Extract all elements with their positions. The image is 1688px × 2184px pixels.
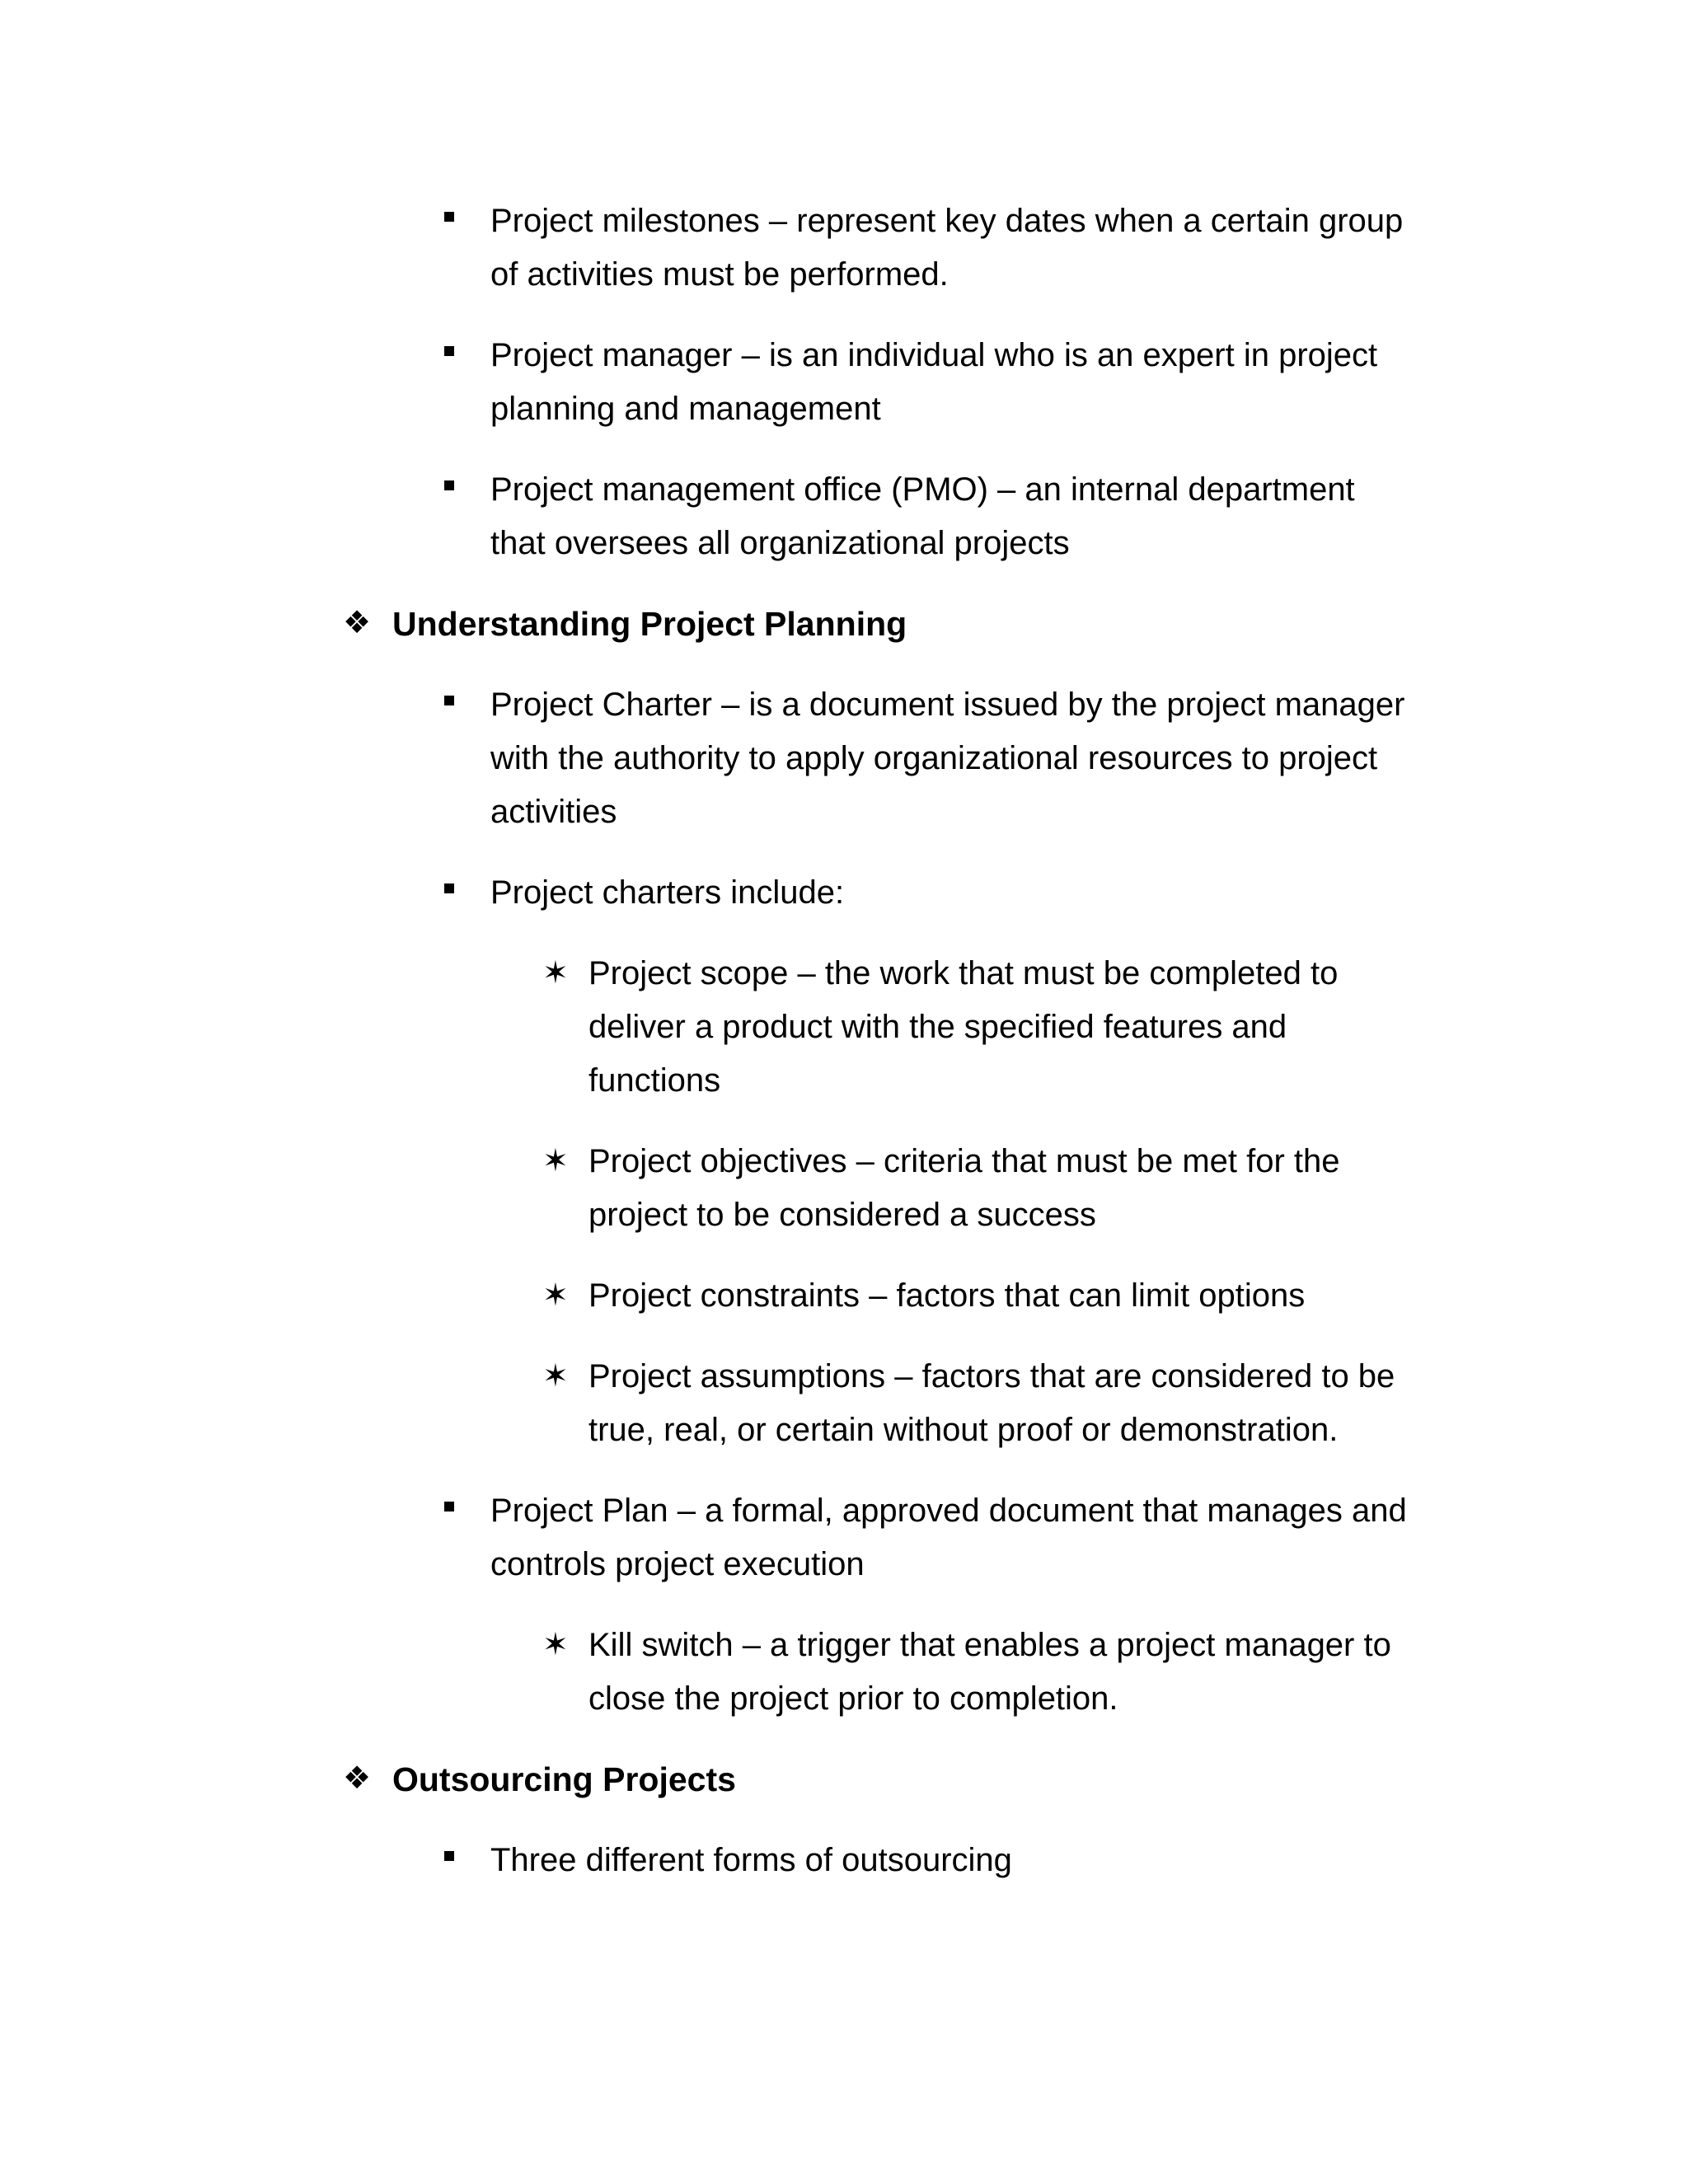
bullet-manager-line1: Project manager – is an individual who is an expert in project <box>490 337 1378 373</box>
sub-bullet-assumptions-line1: Project assumptions – factors that are considered to be <box>588 1358 1395 1394</box>
bullet-pmo-line2: that oversees all organizational projects <box>490 525 1070 561</box>
sub-bullet-assumptions-line2: true, real, or certain without proof or demonstration. <box>588 1412 1339 1448</box>
sub-bullet-scope-line2: deliver a product with the specified features and <box>588 1009 1287 1045</box>
six-point-star-bullet-icon: ✶ <box>542 1278 569 1313</box>
square-bullet-icon <box>444 212 454 222</box>
sub-bullet-constraints: Project constraints – factors that can limit options <box>588 1277 1306 1314</box>
bullet-manager-line2: planning and management <box>490 391 881 427</box>
sub-bullet-kill-switch-line2: close the project prior to completion. <box>588 1680 1118 1717</box>
bullet-charters-include: Project charters include: <box>490 874 845 911</box>
square-bullet-icon <box>444 1851 454 1861</box>
square-bullet-icon <box>444 883 454 893</box>
section-heading-planning: Understanding Project Planning <box>392 605 907 643</box>
sub-bullet-scope-line3: functions <box>588 1062 721 1099</box>
six-point-star-bullet-icon: ✶ <box>542 956 569 991</box>
bullet-charter-line2: with the authority to apply organizational resources to project <box>490 740 1378 776</box>
square-bullet-icon <box>444 480 454 490</box>
square-bullet-icon <box>444 346 454 356</box>
bullet-plan-line2: controls project execution <box>490 1546 865 1582</box>
section-heading-outsourcing: Outsourcing Projects <box>392 1760 736 1798</box>
bullet-pmo-line1: Project management office (PMO) – an internal department <box>490 471 1355 508</box>
bullet-charter-line3: activities <box>490 794 617 830</box>
bullet-milestones-line2: of activities must be performed. <box>490 256 949 293</box>
four-diamond-bullet-icon: ❖ <box>343 1761 372 1796</box>
six-point-star-bullet-icon: ✶ <box>542 1144 569 1179</box>
bullet-plan-line1: Project Plan – a formal, approved document that manages and <box>490 1493 1407 1529</box>
bullet-charter-line1: Project Charter – is a document issued by the project manager <box>490 687 1405 723</box>
six-point-star-bullet-icon: ✶ <box>542 1628 569 1662</box>
sub-bullet-scope-line1: Project scope – the work that must be completed to <box>588 955 1339 991</box>
square-bullet-icon <box>444 1502 454 1511</box>
sub-bullet-objectives-line1: Project objectives – criteria that must be met for the <box>588 1143 1340 1179</box>
six-point-star-bullet-icon: ✶ <box>542 1359 569 1394</box>
four-diamond-bullet-icon: ❖ <box>343 606 372 640</box>
sub-bullet-kill-switch-line1: Kill switch – a trigger that enables a project manager to <box>588 1627 1391 1663</box>
bullet-milestones-line1: Project milestones – represent key dates when a certain group <box>490 203 1404 239</box>
sub-bullet-objectives-line2: project to be considered a success <box>588 1197 1096 1233</box>
bullet-outsourcing-forms: Three different forms of outsourcing <box>490 1842 1012 1878</box>
square-bullet-icon <box>444 696 454 705</box>
